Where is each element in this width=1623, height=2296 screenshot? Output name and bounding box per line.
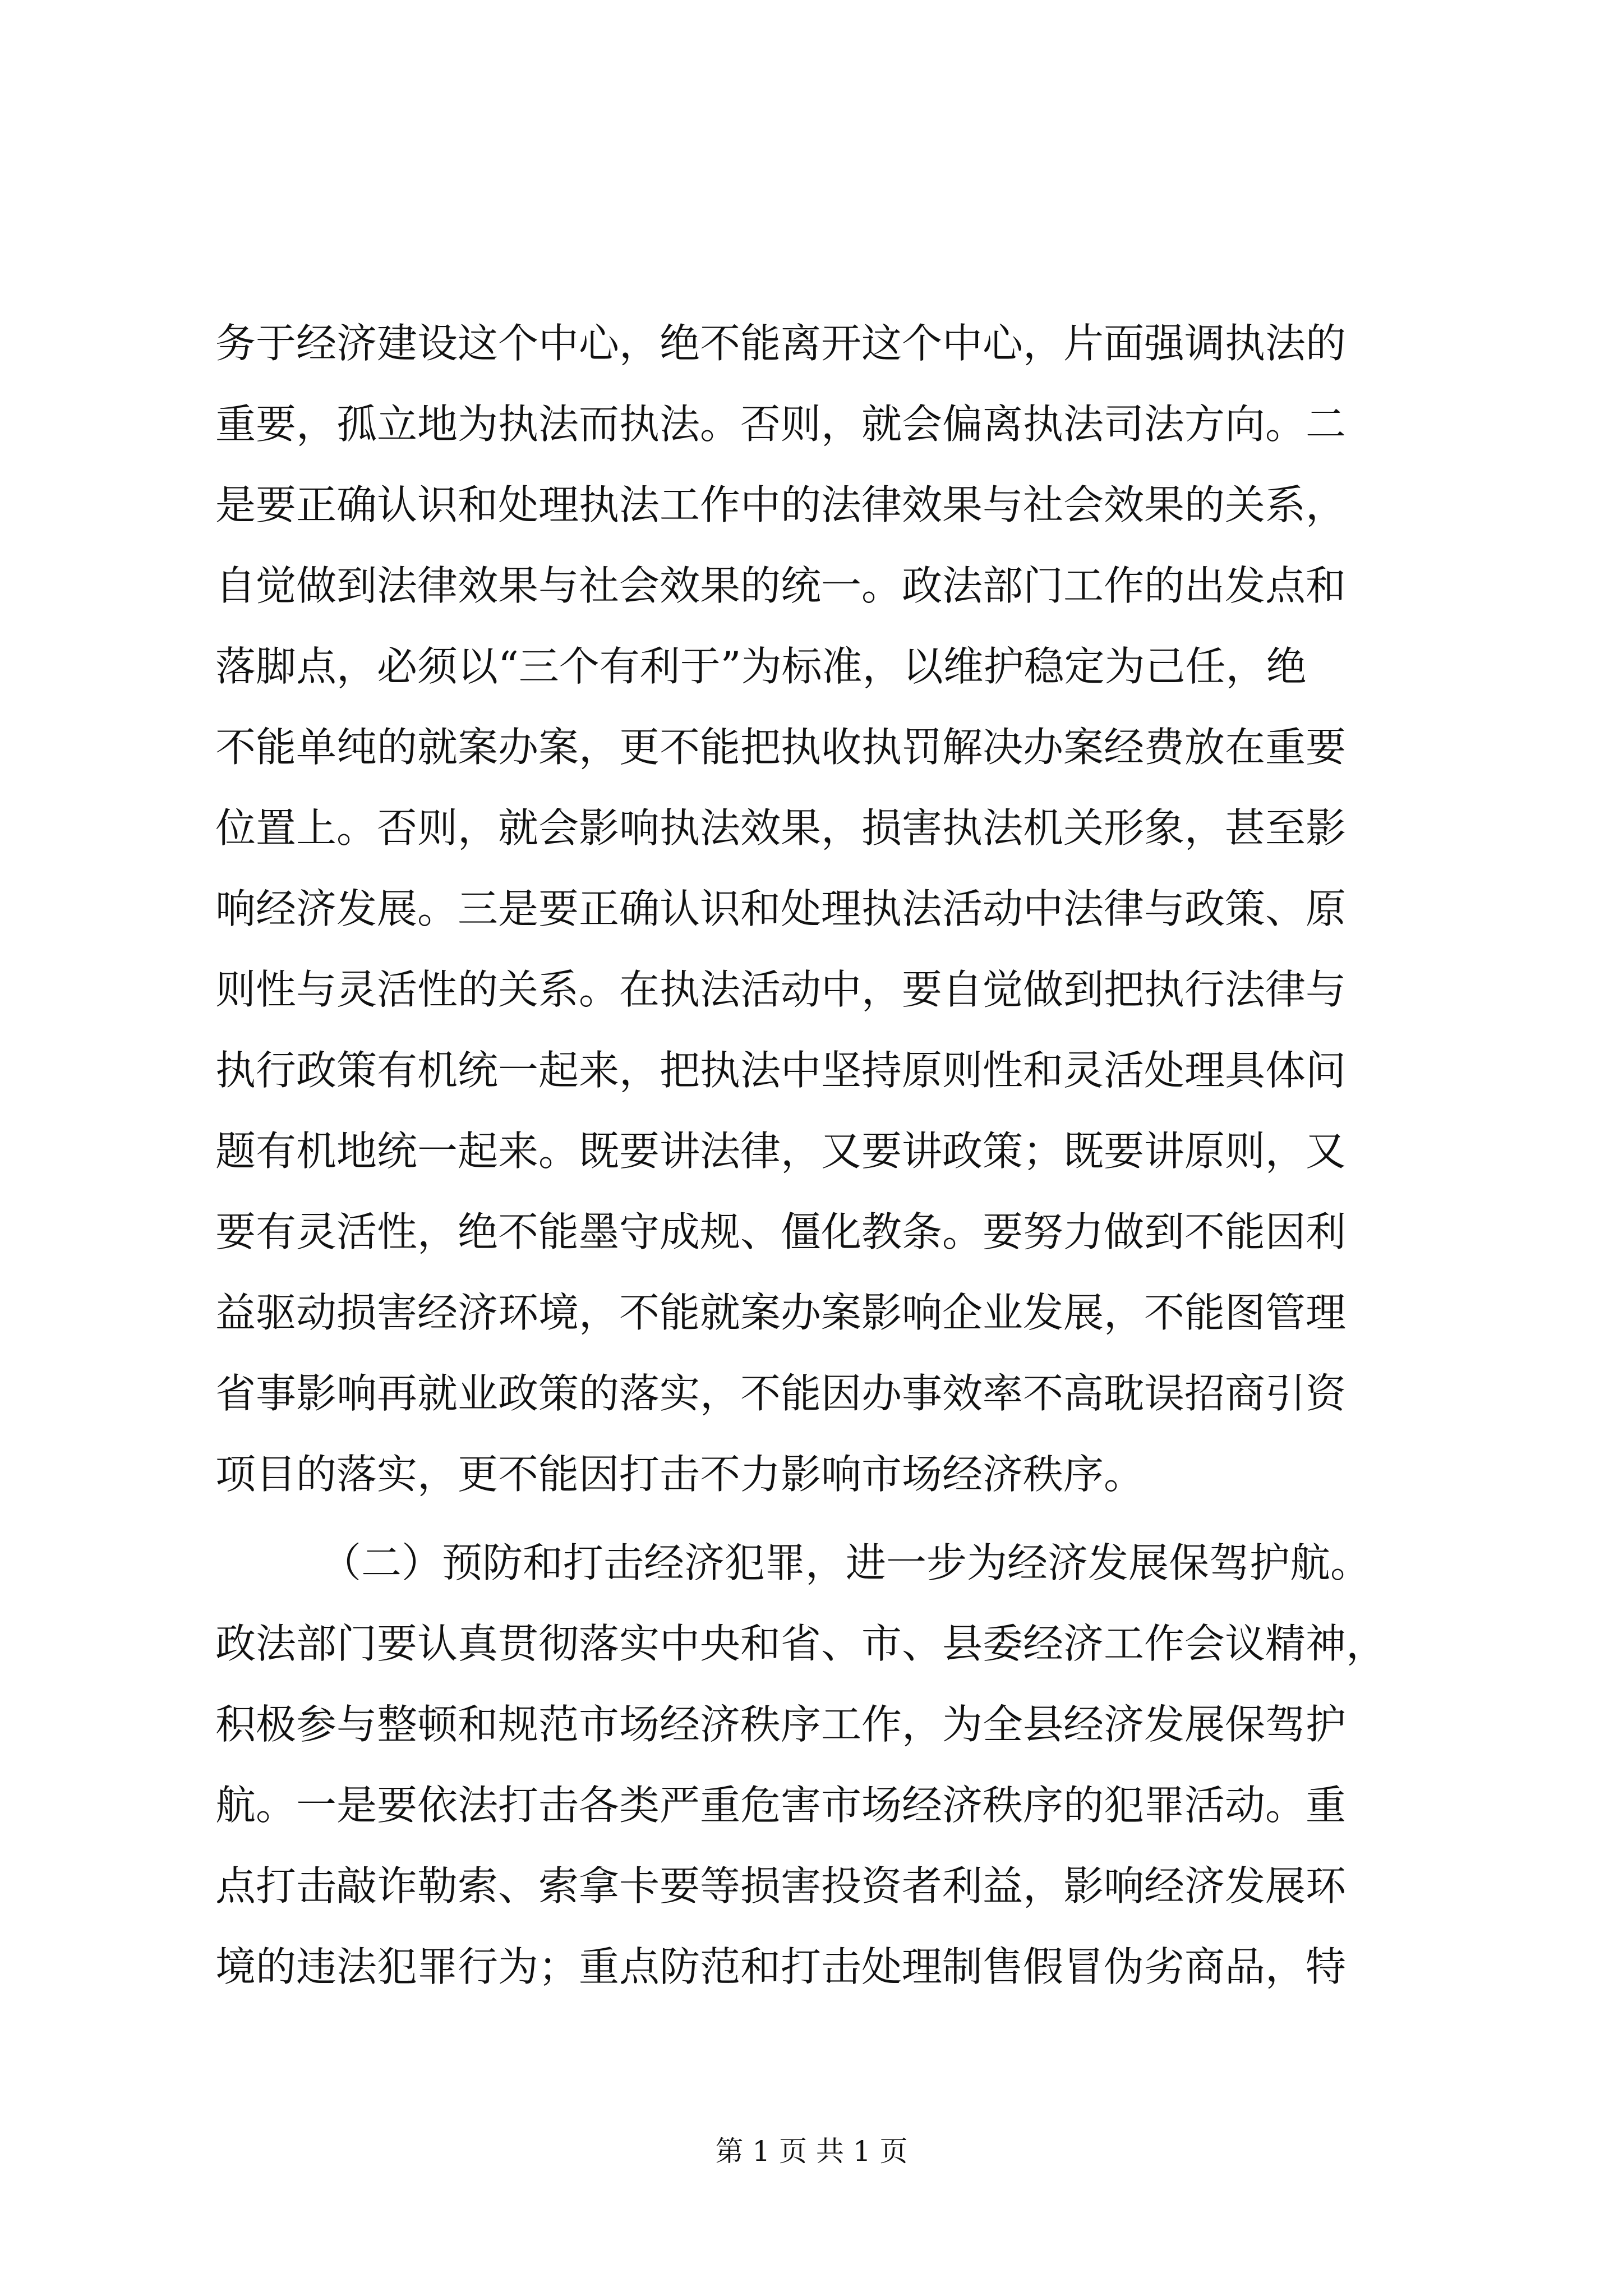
text-line: 项目的落实，更不能因打击不力影响市场经济秩序。: [215, 1451, 1145, 1498]
body-text: [215, 303, 1449, 2007]
text-line: 自觉做到法律效果与社会效果的统一。政法部门工作的出发点和: [215, 562, 1347, 609]
text-line: 积极参与整顿和规范市场经济秩序工作，为全县经济发展保驾护: [215, 1701, 1347, 1748]
text-line: 执行政策有机统一起来，把执法中坚持原则性和灵活处理具体问: [215, 1047, 1347, 1094]
text-line: 落脚点，必须以“三个有利于”为标准，以维护稳定为己任，绝: [215, 643, 1307, 690]
text-line: 重要，孤立地为执法而执法。否则，就会偏离执法司法方向。二: [215, 401, 1347, 448]
text-line: 省事影响再就业政策的落实，不能因办事效率不高耽误招商引资: [215, 1370, 1347, 1417]
text-line: 益驱动损害经济环境，不能就案办案影响企业发展，不能图管理: [215, 1289, 1347, 1336]
text-line: 政法部门要认真贯彻落实中央和省、市、县委经济工作会议精神，: [215, 1620, 1387, 1667]
text-line: 是要正确认识和处理执法工作中的法律效果与社会效果的关系，: [215, 481, 1347, 528]
section-heading-line: （二）预防和打击经济犯罪，进一步为经济发展保驾护航。: [321, 1539, 1371, 1586]
page-footer: [0, 2132, 1623, 2171]
text-line: 响经济发展。三是要正确认识和处理执法活动中法律与政策、原: [215, 885, 1347, 932]
text-line: 务于经济建设这个中心，绝不能离开这个中心，片面强调执法的: [215, 320, 1347, 367]
text-line: 则性与灵活性的关系。在执法活动中，要自觉做到把执行法律与: [215, 966, 1347, 1013]
text-line: 题有机地统一起来。既要讲法律，又要讲政策；既要讲原则，又: [215, 1128, 1347, 1175]
text-line: 点打击敲诈勒索、索拿卡要等损害投资者利益，影响经济发展环: [215, 1862, 1347, 1910]
paragraph-gap: [215, 1515, 1449, 1522]
page-number-label: 第 1 页 共 1 页: [715, 2135, 908, 2168]
text-line: 不能单纯的就案办案，更不能把执收执罚解决办案经费放在重要: [215, 724, 1347, 771]
text-line: 要有灵活性，绝不能墨守成规、僵化教条。要努力做到不能因利: [215, 1208, 1347, 1255]
text-line: 位置上。否则，就会影响执法效果，损害执法机关形象，甚至影: [215, 804, 1347, 852]
text-line: 航。一是要依法打击各类严重危害市场经济秩序的犯罪活动。重: [215, 1782, 1347, 1829]
text-line: 境的违法犯罪行为；重点防范和打击处理制售假冒伪劣商品，特: [215, 1943, 1347, 1990]
